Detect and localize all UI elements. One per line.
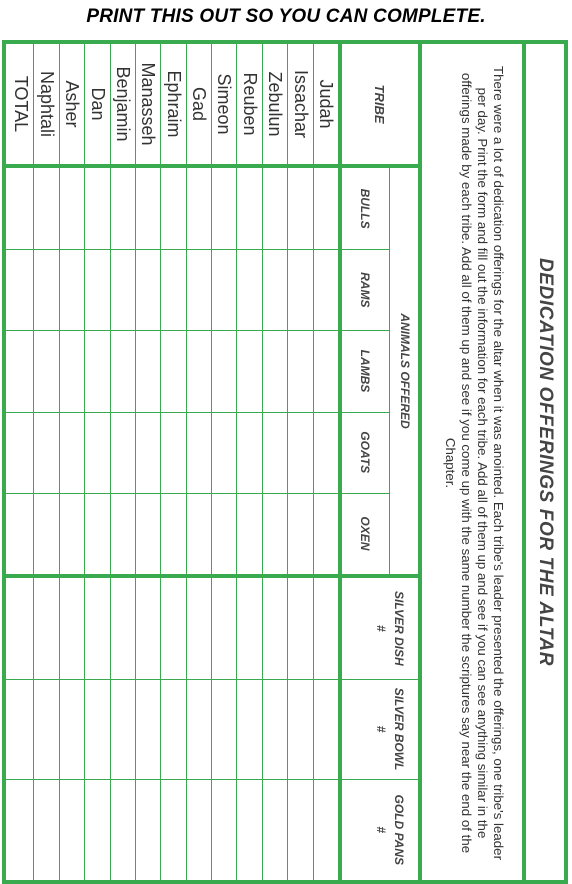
total-row <box>8 44 33 880</box>
entry-cell[interactable] <box>110 412 135 493</box>
tribe-row-zebulun <box>262 44 287 880</box>
item-header-line2: # <box>374 725 388 733</box>
item-column-header-gold-pans <box>372 779 408 880</box>
entry-cell[interactable] <box>33 249 58 330</box>
entry-cell[interactable] <box>313 578 338 679</box>
entry-cell[interactable] <box>262 412 287 493</box>
entry-cell[interactable] <box>160 493 185 574</box>
entry-cell[interactable] <box>186 249 211 330</box>
entry-cell[interactable] <box>84 412 109 493</box>
entry-cell[interactable] <box>110 249 135 330</box>
entry-cell[interactable] <box>313 249 338 330</box>
entry-cell[interactable] <box>135 330 160 411</box>
entry-cell[interactable] <box>313 493 338 574</box>
entry-cell[interactable] <box>110 168 135 249</box>
entry-cell[interactable] <box>160 249 185 330</box>
tribe-row-gad <box>186 44 211 880</box>
column-divider <box>6 574 418 578</box>
entry-cell[interactable] <box>135 578 160 679</box>
entry-cell[interactable] <box>135 412 160 493</box>
tribe-row-simeon <box>211 44 236 880</box>
offerings-table <box>6 44 418 880</box>
entry-cell[interactable] <box>186 330 211 411</box>
animal-column-header-bulls: BULLS <box>358 188 372 229</box>
tribe-name: Naphtali <box>36 70 57 138</box>
entry-cell[interactable] <box>59 330 84 411</box>
entry-cell[interactable] <box>236 168 261 249</box>
entry-cell[interactable] <box>236 779 261 880</box>
entry-cell[interactable] <box>262 249 287 330</box>
entry-cell[interactable] <box>262 493 287 574</box>
entry-cell[interactable] <box>110 330 135 411</box>
column-divider <box>6 493 390 494</box>
entry-cell[interactable] <box>8 249 33 330</box>
entry-cell[interactable] <box>262 168 287 249</box>
column-divider <box>6 249 390 250</box>
entry-cell[interactable] <box>59 779 84 880</box>
tribe-row-ephraim <box>160 44 185 880</box>
entry-cell[interactable] <box>236 578 261 679</box>
tribe-name: Manasseh <box>138 62 159 146</box>
tribe-name: Judah <box>316 79 336 129</box>
entry-cell[interactable] <box>84 330 109 411</box>
entry-cell[interactable] <box>135 249 160 330</box>
column-divider <box>6 679 418 680</box>
animal-column-header-rams: RAMS <box>358 272 372 308</box>
entry-cell[interactable] <box>287 168 312 249</box>
entry-cell[interactable] <box>59 578 84 679</box>
entry-cell[interactable] <box>186 679 211 780</box>
tribe-row-naphtali <box>33 44 58 880</box>
entry-cell[interactable] <box>33 412 58 493</box>
entry-cell[interactable] <box>211 168 236 249</box>
entry-cell[interactable] <box>313 412 338 493</box>
column-divider <box>6 164 418 168</box>
tribe-row-dan <box>84 44 109 880</box>
tribe-name: TOTAL <box>11 75 32 133</box>
tribe-name: Benjamin <box>112 66 133 142</box>
page-title: PRINT THIS OUT SO YOU CAN COMPLETE. <box>86 6 486 27</box>
entry-cell[interactable] <box>211 249 236 330</box>
entry-cell[interactable] <box>211 679 236 780</box>
entry-cell[interactable] <box>160 168 185 249</box>
entry-cell[interactable] <box>211 578 236 679</box>
animals-offered-header <box>342 168 418 574</box>
tribe-name: Simeon <box>214 73 235 135</box>
tribe-row-benjamin <box>110 44 135 880</box>
animal-column-header-lambs: LAMBS <box>358 349 372 393</box>
entry-cell[interactable] <box>236 412 261 493</box>
animal-column-header-goats: GOATS <box>358 431 372 474</box>
entry-cell[interactable] <box>84 168 109 249</box>
column-divider <box>6 412 390 413</box>
tribe-row-judah <box>313 44 338 880</box>
entry-cell[interactable] <box>287 249 312 330</box>
item-header-line1: GOLD PANS <box>392 794 406 865</box>
entry-cell[interactable] <box>186 578 211 679</box>
item-column-header-silver-bowl <box>372 679 408 780</box>
item-header-line1: SILVER DISH <box>392 591 406 666</box>
entry-cell[interactable] <box>135 679 160 780</box>
tribe-row-issachar <box>287 44 312 880</box>
tribe-row-manasseh <box>135 44 160 880</box>
entry-cell[interactable] <box>59 493 84 574</box>
entry-cell[interactable] <box>59 249 84 330</box>
tribe-name: Asher <box>62 80 83 128</box>
entry-cell[interactable] <box>110 493 135 574</box>
entry-cell[interactable] <box>262 679 287 780</box>
entry-cell[interactable] <box>110 779 135 880</box>
animal-column-header-oxen: OXEN <box>358 516 372 551</box>
tribe-row-asher <box>59 44 84 880</box>
entry-cell[interactable] <box>110 578 135 679</box>
entry-cell[interactable] <box>186 493 211 574</box>
tribe-name: Gad <box>189 86 210 122</box>
entry-cell[interactable] <box>84 679 109 780</box>
item-header-line1: SILVER BOWL <box>392 687 406 771</box>
tribe-row-reuben <box>236 44 261 880</box>
entry-cell[interactable] <box>211 330 236 411</box>
entry-cell[interactable] <box>8 679 33 780</box>
entry-cell[interactable] <box>59 412 84 493</box>
entry-cell[interactable] <box>33 168 58 249</box>
column-divider <box>6 779 418 780</box>
entry-cell[interactable] <box>110 679 135 780</box>
entry-cell[interactable] <box>84 578 109 679</box>
entry-cell[interactable] <box>33 493 58 574</box>
entry-cell[interactable] <box>287 412 312 493</box>
entry-cell[interactable] <box>160 412 185 493</box>
entry-cell[interactable] <box>313 679 338 780</box>
form-heading-text: DEDICATION OFFERINGS FOR THE ALTAR <box>535 257 556 667</box>
entry-cell[interactable] <box>33 679 58 780</box>
entry-cell[interactable] <box>186 412 211 493</box>
entry-cell[interactable] <box>262 779 287 880</box>
offerings-form <box>2 40 568 884</box>
entry-cell[interactable] <box>211 779 236 880</box>
entry-cell[interactable] <box>33 330 58 411</box>
entry-cell[interactable] <box>287 330 312 411</box>
entry-cell[interactable] <box>135 779 160 880</box>
column-divider <box>6 330 390 331</box>
entry-cell[interactable] <box>33 578 58 679</box>
entry-cell[interactable] <box>186 168 211 249</box>
item-column-header-silver-dish <box>372 578 408 679</box>
animals-subheader-divider <box>389 168 390 574</box>
entry-cell[interactable] <box>160 330 185 411</box>
entry-cell[interactable] <box>160 679 185 780</box>
entry-cell[interactable] <box>236 679 261 780</box>
tribe-column-header: TRIBE <box>372 84 388 124</box>
item-header-line2: # <box>374 625 388 632</box>
entry-cell[interactable] <box>84 493 109 574</box>
entry-cell[interactable] <box>84 249 109 330</box>
entry-cell[interactable] <box>313 168 338 249</box>
entry-cell[interactable] <box>84 779 109 880</box>
item-header-line2: # <box>374 826 388 834</box>
entry-cell[interactable] <box>135 493 160 574</box>
entry-cell[interactable] <box>160 578 185 679</box>
entry-cell[interactable] <box>313 330 338 411</box>
entry-cell[interactable] <box>287 679 312 780</box>
entry-cell[interactable] <box>211 493 236 574</box>
entry-cell[interactable] <box>160 779 185 880</box>
tribe-name: Dan <box>87 87 108 121</box>
tribe-name: Reuben <box>239 72 260 136</box>
form-heading <box>522 44 564 880</box>
entry-cell[interactable] <box>59 168 84 249</box>
entry-cell[interactable] <box>287 493 312 574</box>
entry-cell[interactable] <box>33 779 58 880</box>
entry-cell[interactable] <box>236 249 261 330</box>
entry-cell[interactable] <box>8 578 33 679</box>
entry-cell[interactable] <box>313 779 338 880</box>
entry-cell[interactable] <box>59 679 84 780</box>
entry-cell[interactable] <box>186 779 211 880</box>
entry-cell[interactable] <box>287 779 312 880</box>
entry-cell[interactable] <box>8 779 33 880</box>
entry-cell[interactable] <box>8 168 33 249</box>
entry-cell[interactable] <box>236 330 261 411</box>
tribe-name: Ephraim <box>163 70 184 138</box>
entry-cell[interactable] <box>262 578 287 679</box>
entry-cell[interactable] <box>262 330 287 411</box>
entry-cell[interactable] <box>8 412 33 493</box>
form-instructions: There were a lot of dedication offerings for the altar when it was anointed. Each tribe's leader presented the offerings, one tribe's leader per day. Print the form and fill out the information for each tribe. Add all of them up and see if you can see anything similar in the offerings made by each tribe. Add all of them up and see if you come up with the same number the scriptures say near the end of the Chapter. <box>418 44 522 880</box>
tribe-name: Zebulun <box>265 71 286 137</box>
animals-offered-title: ANIMALS OFFERED <box>398 313 412 429</box>
entry-cell[interactable] <box>287 578 312 679</box>
entry-cell[interactable] <box>211 412 236 493</box>
entry-cell[interactable] <box>8 493 33 574</box>
tribe-name: Issachar <box>290 69 311 139</box>
entry-cell[interactable] <box>135 168 160 249</box>
entry-cell[interactable] <box>236 493 261 574</box>
entry-cell[interactable] <box>8 330 33 411</box>
